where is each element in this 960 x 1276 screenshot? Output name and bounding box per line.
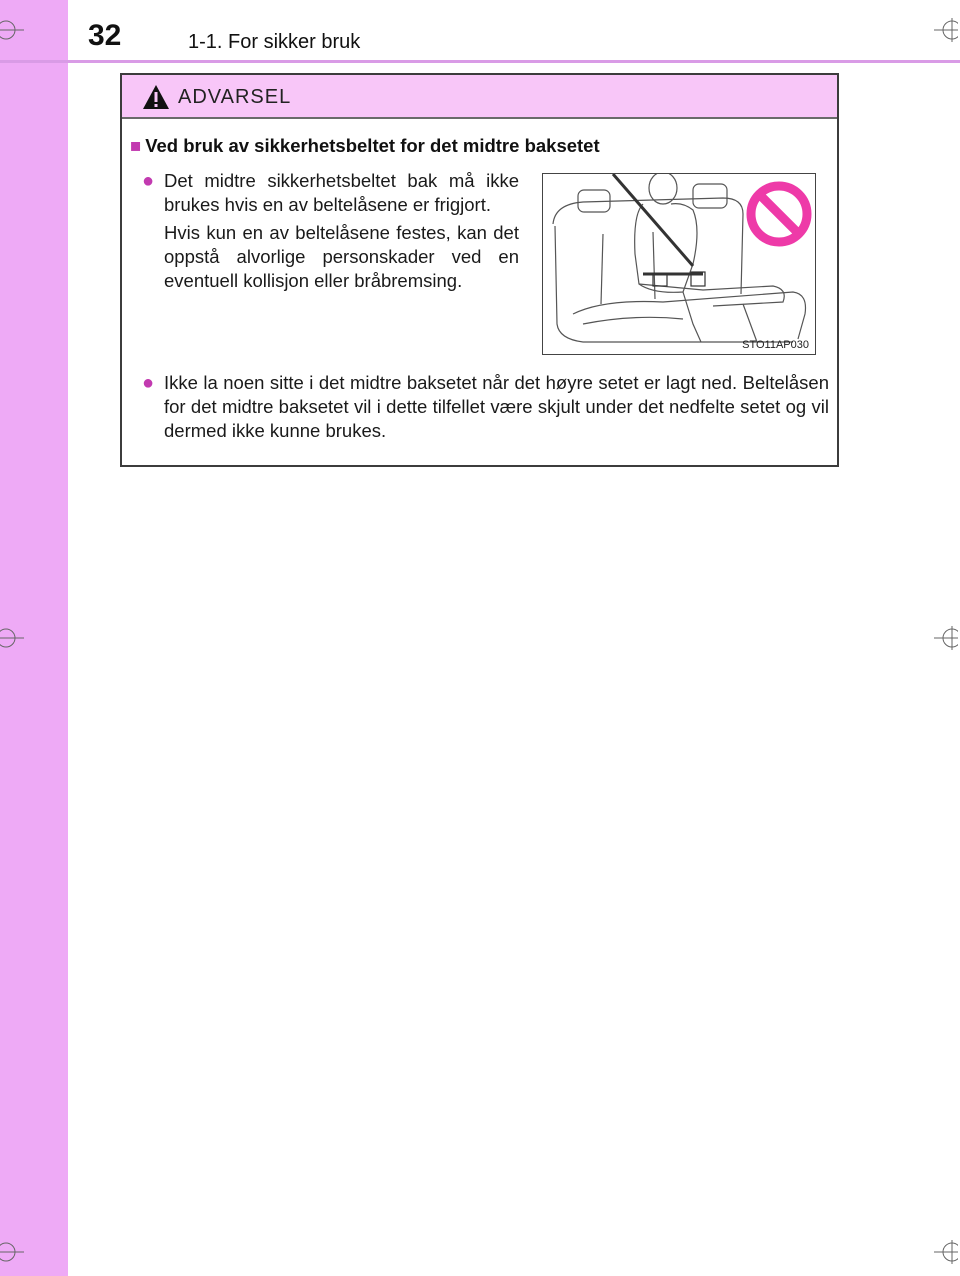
warning-paragraph-2: Hvis kun en av beltelåsene festes, kan det oppstå alvorlige personskader ved en eventuell kollisjon eller bråbremsing. — [164, 222, 519, 291]
crop-mark-icon — [0, 1240, 24, 1264]
crop-mark-icon — [934, 1240, 958, 1264]
page-number: 32 — [88, 19, 122, 52]
warning-subheading — [130, 135, 600, 157]
crop-mark-icon — [934, 626, 958, 650]
warning-header — [122, 75, 837, 119]
subheading-text: Ved bruk av sikkerhetsbeltet for det midtre baksetet — [145, 135, 600, 156]
crop-mark-icon — [0, 626, 24, 650]
warning-triangle-icon — [142, 84, 170, 110]
prohibition-icon — [751, 186, 807, 242]
bullet-icon: ● — [142, 372, 155, 394]
bullet-icon: ● — [142, 170, 155, 192]
crop-mark-icon — [934, 18, 958, 42]
figure-code: STO11AP030 — [742, 339, 809, 351]
warning-paragraph-3: Ikke la noen sitte i det midtre baksetet når det høyre setet er lagt ned. Beltelåsen for det midtre baksetet vil i dette tilfellet være skjult under det nedfelte setet og vil dermed ikke kunne brukes. — [164, 372, 829, 441]
header-rule — [0, 60, 960, 63]
warning-paragraph-1: Det midtre sikkerhetsbeltet bak må ikke brukes hvis en av beltelåsene er frigjort. — [164, 170, 519, 215]
crop-mark-icon — [0, 18, 24, 42]
warning-label: ADVARSEL — [178, 86, 292, 108]
seat-drawing — [543, 174, 815, 354]
warning-box — [120, 73, 839, 467]
square-bullet-icon: ■ — [130, 135, 142, 156]
seatbelt-illustration — [542, 173, 816, 355]
section-title: 1-1. For sikker bruk — [188, 31, 361, 53]
